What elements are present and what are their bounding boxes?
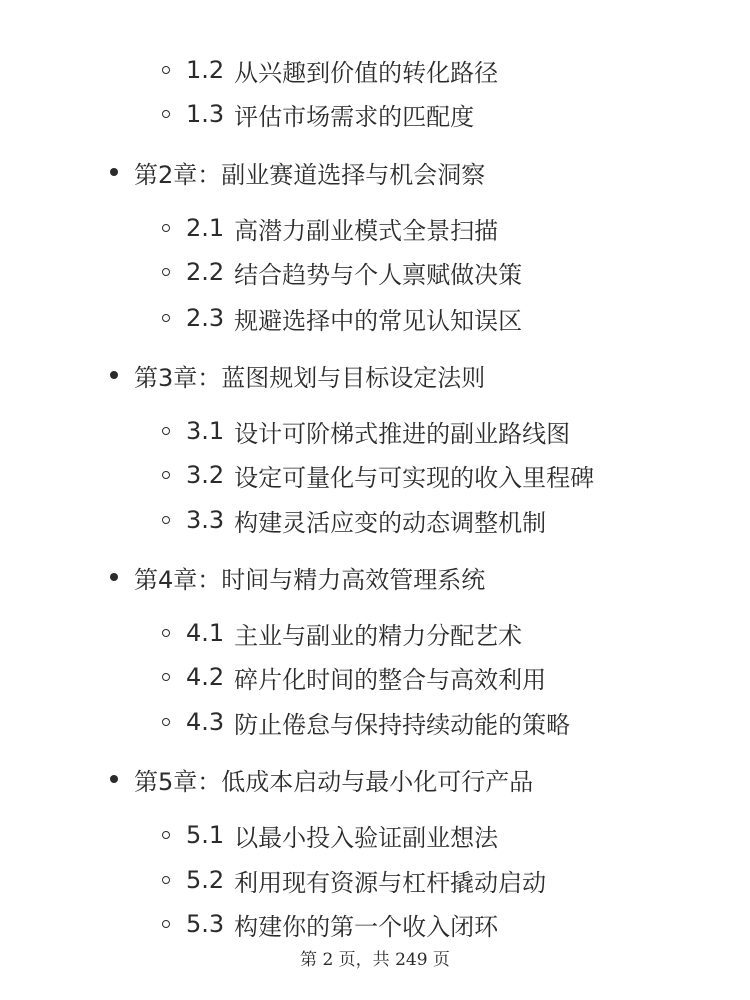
circle-bullet-icon	[162, 876, 170, 884]
chapter-label: 第3章	[134, 363, 198, 392]
section-number: 2.1	[186, 214, 225, 242]
section-number: 5.3	[186, 910, 225, 938]
toc-chapter-3	[110, 355, 485, 395]
toc-section-5-3	[162, 904, 498, 944]
toc-section-1-2	[162, 50, 498, 90]
toc-section-3-3	[162, 500, 546, 540]
circle-bullet-icon	[162, 224, 170, 232]
section-title: 构建灵活应变的动态调整机制	[234, 508, 547, 537]
chapter-title: 时间与精力高效管理系统	[221, 565, 486, 594]
section-number: 4.1	[186, 619, 225, 647]
disc-bullet-icon	[110, 573, 118, 581]
toc-chapter-4	[110, 557, 485, 597]
toc-section-4-2	[162, 657, 546, 697]
section-title: 主业与副业的精力分配艺术	[234, 621, 523, 650]
circle-bullet-icon	[162, 427, 170, 435]
section-number: 2.3	[186, 304, 225, 332]
section-title: 碎片化时间的整合与高效利用	[234, 665, 547, 694]
chapter-label: 第2章	[134, 160, 198, 189]
section-number: 3.1	[186, 417, 225, 445]
toc-section-3-2	[162, 455, 594, 495]
circle-bullet-icon	[162, 516, 170, 524]
section-title: 从兴趣到价值的转化路径	[234, 58, 499, 87]
circle-bullet-icon	[162, 471, 170, 479]
circle-bullet-icon	[162, 314, 170, 322]
section-title: 利用现有资源与杠杆撬动启动	[234, 868, 547, 897]
section-number: 5.2	[186, 866, 225, 894]
circle-bullet-icon	[162, 718, 170, 726]
section-title: 设计可阶梯式推进的副业路线图	[234, 419, 571, 448]
toc-section-4-3	[162, 702, 570, 742]
circle-bullet-icon	[162, 831, 170, 839]
toc-section-2-3	[162, 298, 522, 338]
section-title: 评估市场需求的匹配度	[234, 102, 475, 131]
chapter-separator: ：	[197, 160, 222, 189]
section-title: 构建你的第一个收入闭环	[234, 912, 499, 941]
section-title: 以最小投入验证副业想法	[234, 823, 499, 852]
chapter-label: 第5章	[134, 767, 198, 796]
section-number: 3.2	[186, 461, 225, 489]
section-title: 规避选择中的常见认知误区	[234, 306, 523, 335]
toc-section-1-3	[162, 94, 474, 134]
disc-bullet-icon	[110, 168, 118, 176]
page-number-footer: 第 2 页，共 249 页	[300, 950, 450, 970]
chapter-title: 蓝图规划与目标设定法则	[221, 363, 486, 392]
toc-section-3-1	[162, 411, 570, 451]
toc-section-5-1	[162, 815, 498, 855]
section-title: 结合趋势与个人禀赋做决策	[234, 260, 523, 289]
chapter-title: 低成本启动与最小化可行产品	[221, 767, 534, 796]
toc-section-2-1	[162, 208, 498, 248]
chapter-separator: ：	[197, 565, 222, 594]
section-number: 4.2	[186, 663, 225, 691]
circle-bullet-icon	[162, 66, 170, 74]
section-number: 3.3	[186, 506, 225, 534]
toc-section-4-1	[162, 613, 522, 653]
toc-section-5-2	[162, 860, 546, 900]
section-number: 5.1	[186, 821, 225, 849]
toc-section-2-2	[162, 252, 522, 292]
circle-bullet-icon	[162, 920, 170, 928]
section-number: 2.2	[186, 258, 225, 286]
section-number: 4.3	[186, 708, 225, 736]
chapter-title: 副业赛道选择与机会洞察	[221, 160, 486, 189]
chapter-label: 第4章	[134, 565, 198, 594]
section-number: 1.2	[186, 56, 225, 84]
section-number: 1.3	[186, 100, 225, 128]
chapter-separator: ：	[197, 363, 222, 392]
circle-bullet-icon	[162, 673, 170, 681]
circle-bullet-icon	[162, 629, 170, 637]
toc-chapter-5	[110, 759, 533, 799]
disc-bullet-icon	[110, 371, 118, 379]
chapter-separator: ：	[197, 767, 222, 796]
section-title: 高潜力副业模式全景扫描	[234, 216, 499, 245]
circle-bullet-icon	[162, 268, 170, 276]
section-title: 设定可量化与可实现的收入里程碑	[234, 463, 595, 492]
disc-bullet-icon	[110, 775, 118, 783]
circle-bullet-icon	[162, 110, 170, 118]
toc-chapter-2	[110, 152, 485, 192]
section-title: 防止倦怠与保持持续动能的策略	[234, 710, 571, 739]
